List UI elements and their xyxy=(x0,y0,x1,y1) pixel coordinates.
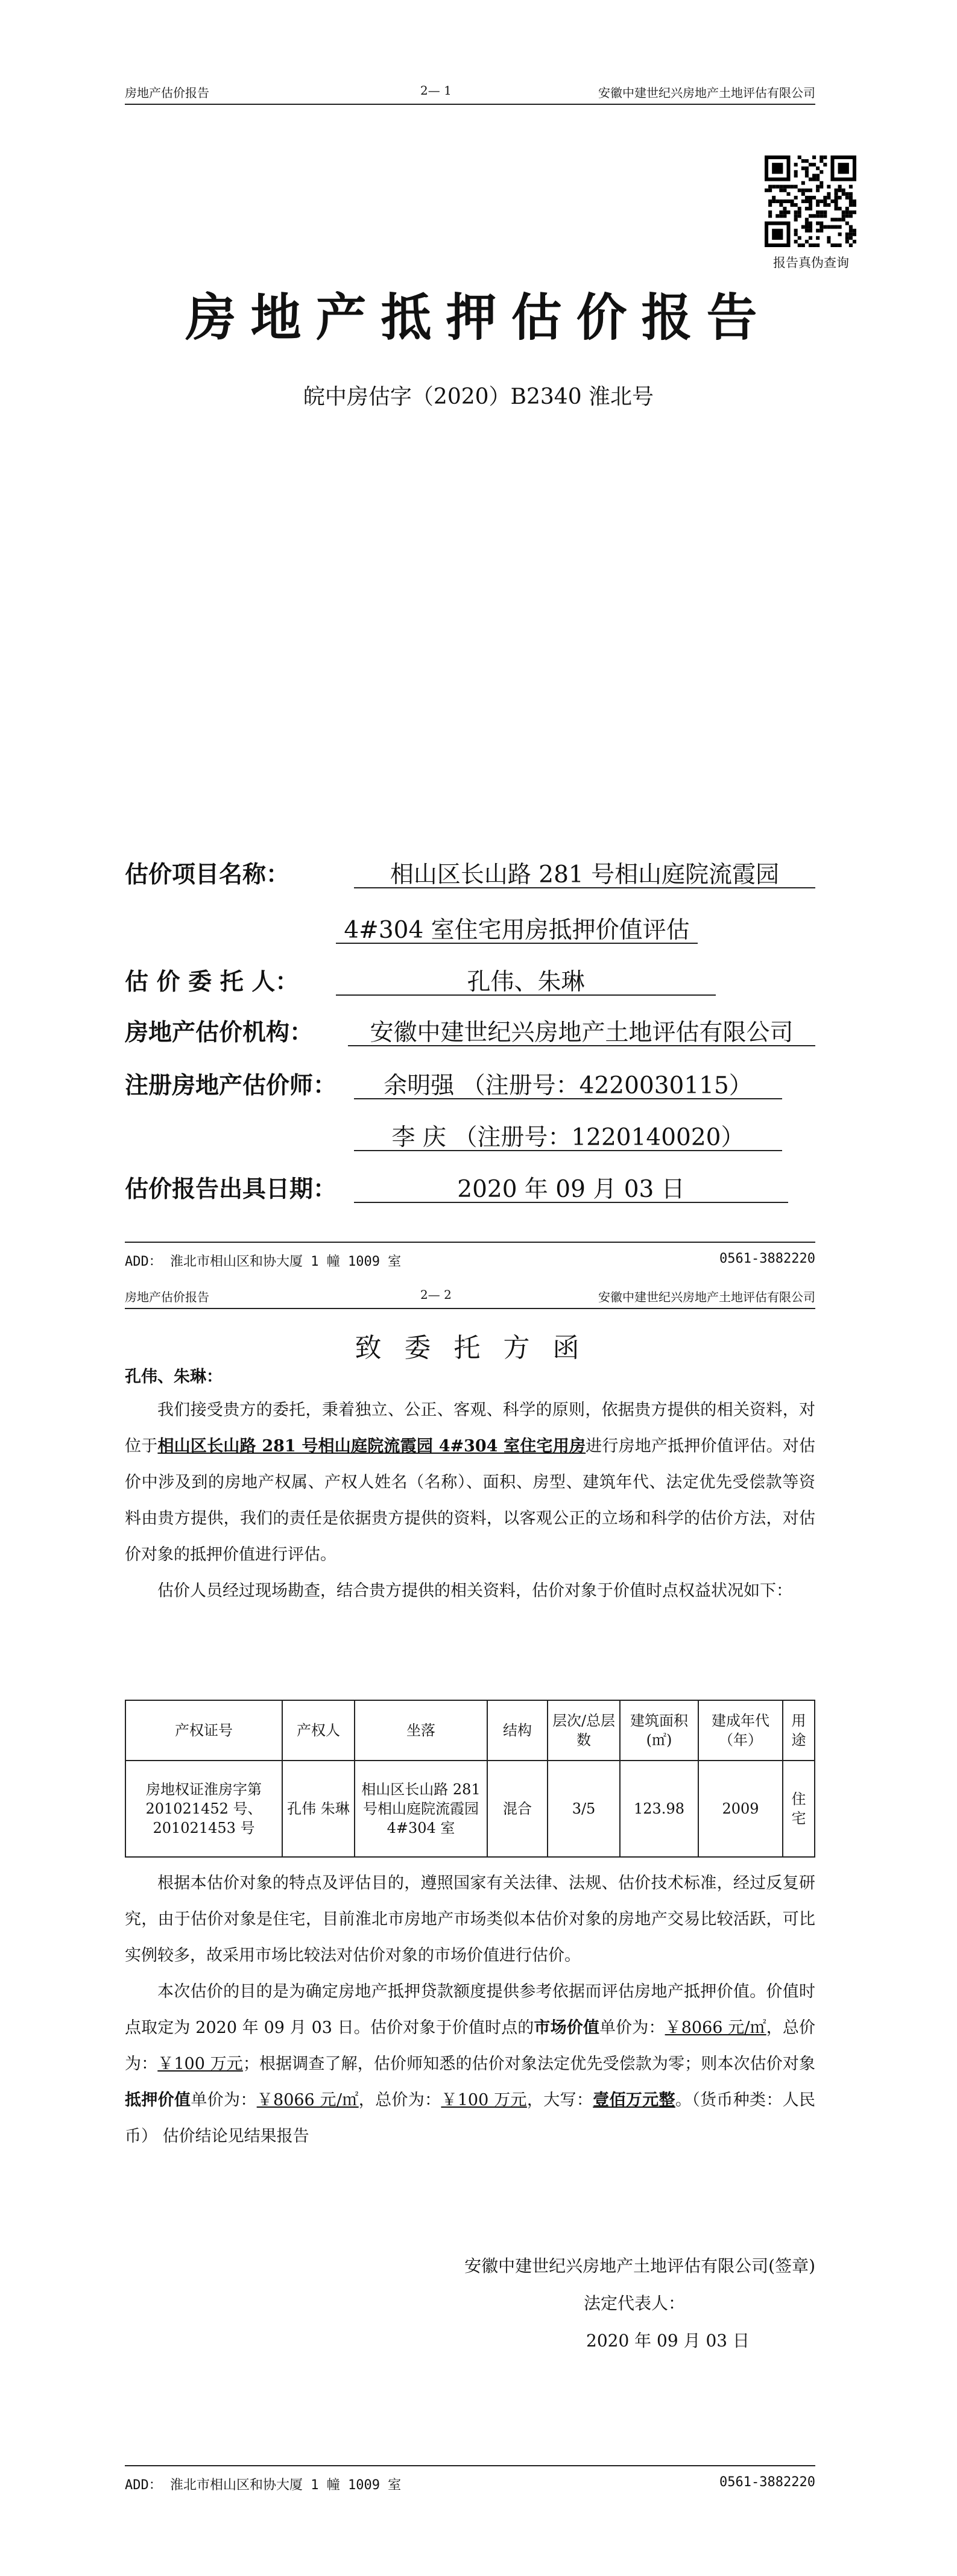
page-header xyxy=(125,1284,815,1309)
header-page-number: 2— 1 xyxy=(420,83,452,98)
issue-date-label: 估价报告出具日期： xyxy=(125,1175,337,1203)
header-left-text: 房地产估价报告 xyxy=(125,1290,209,1304)
letter-paragraph-1 xyxy=(125,1392,815,1609)
p4-unit-price-2: ￥8066 元/㎡ xyxy=(256,2091,359,2109)
p1-text-c: 进行房地产抵押价值评估。对估价中涉及到的房地产权属、产权人姓名（名称）、面积、房型、建筑年代、法定优先受偿款等资料由贵方提供，我们的责任是依据贵方提供的资料，以客观公正的立场和科学的估价方法，对估价对象的抵押价值进行评估。 xyxy=(125,1437,815,1564)
p4-text-c: ，总价为： xyxy=(125,2018,816,2073)
page-header xyxy=(125,80,815,105)
table-row xyxy=(125,1761,815,1857)
table-cell: 混合 xyxy=(487,1761,548,1857)
p4-total-price-2: ￥100 万元 xyxy=(441,2091,527,2109)
report-title: 房地产抵押估价报告 xyxy=(185,287,772,347)
footer-phone: 0561-3882220 xyxy=(719,2475,815,2490)
letter-paragraph-2: 估价人员经过现场勘查，结合贵方提供的相关资料，估价对象于价值时点权益状况如下： xyxy=(157,1582,792,1600)
signature-company: 安徽中建世纪兴房地产土地评估有限公司(签章) xyxy=(464,2256,815,2276)
p4-text-h: 。（货币种类：人民币） 估价结论见结果报告 xyxy=(125,2091,816,2146)
salutation: 孔伟、朱琳： xyxy=(125,1368,223,1386)
property-rights-table xyxy=(125,1700,815,1858)
table-header-cell: 用途 xyxy=(783,1700,815,1761)
p3-text: 根据本估价对象的特点及评估目的，遵照国家有关法律、法规、估价技术标准，经过反复研究，由于估价对象是住宅，目前淮北市房地产市场类似本估价对象的房地产交易比较活跃，可比实例较多，故采用市场比较法对估价对象的市场价值进行估价。 xyxy=(125,1874,815,1965)
p4-text-a: 本次估价的目的是为确定房地产抵押贷款额度提供参考依据而评估房地产抵押价值。价值时点取定为 2020 年 09 月 03 日。估价对象于价值时点的 xyxy=(125,1982,815,2037)
signature-legal-rep: 法定代表人： xyxy=(584,2293,686,2313)
footer-address: ADD： 淮北市相山区和协大厦 1 幢 1009 室 xyxy=(125,1254,402,1269)
table-cell: 房地权证淮房字第 201021452 号、201021453 号 xyxy=(125,1761,282,1857)
table-header-cell: 结构 xyxy=(487,1700,548,1761)
client-label: 估 价 委 托 人： xyxy=(125,968,299,996)
document-number: 皖中房估字（2020）B2340 淮北号 xyxy=(303,385,654,409)
table-cell: 相山区长山路 281 号相山庭院流霞园 4#304 室 xyxy=(355,1761,487,1857)
p4-amount-in-words: 壹佰万元整 xyxy=(593,2091,675,2109)
letter-paragraph-4 xyxy=(125,1974,815,2155)
p4-unit-price-1: ￥8066 元/㎡ xyxy=(665,2018,766,2037)
page-footer xyxy=(125,1242,815,1271)
table-cell: 孔伟 朱琳 xyxy=(282,1761,355,1857)
project-name-label: 估价项目名称： xyxy=(125,861,290,888)
p1-property-address: 相山区长山路 281 号相山庭院流霞园 4#304 室住宅用房 xyxy=(157,1437,586,1456)
qr-caption: 报告真伪查询 xyxy=(773,256,849,270)
table-header-cell: 层次/总层数 xyxy=(548,1700,620,1761)
footer-address: ADD： 淮北市相山区和协大厦 1 幢 1009 室 xyxy=(125,2478,402,2493)
table-cell: 123.98 xyxy=(620,1761,698,1857)
table-header-cell: 建筑面积(㎡) xyxy=(620,1700,698,1761)
header-company-name: 安徽中建世纪兴房地产土地评估有限公司 xyxy=(598,1290,815,1304)
table-cell: 2009 xyxy=(698,1761,783,1857)
page-footer xyxy=(125,2465,815,2494)
table-header-cell: 坐落 xyxy=(355,1700,487,1761)
header-left-text: 房地产估价报告 xyxy=(125,86,209,100)
letter-paragraph-3 xyxy=(125,1865,815,2155)
appraiser-2: 李 庆 （注册号：1220140020） xyxy=(354,1119,782,1151)
header-page-number: 2— 2 xyxy=(420,1287,452,1302)
client-value: 孔伟、朱琳 xyxy=(336,963,716,996)
issue-date-value: 2020 年 09 月 03 日 xyxy=(354,1170,788,1203)
p4-total-price-1: ￥100 万元 xyxy=(157,2055,243,2073)
signature-date: 2020 年 09 月 03 日 xyxy=(586,2331,750,2351)
table-cell: 住宅 xyxy=(783,1761,815,1857)
report-cover-page xyxy=(0,0,957,1284)
p4-text-f: ，总价为： xyxy=(358,2091,441,2109)
footer-phone: 0561-3882220 xyxy=(719,1251,815,1266)
appraiser-label: 注册房地产估价师： xyxy=(125,1072,337,1099)
p4-text-g: ，大写： xyxy=(526,2091,593,2109)
project-name-value-line2: 4#304 室住宅用房抵押价值评估 xyxy=(336,911,698,944)
table-header-cell: 建成年代（年） xyxy=(698,1700,783,1761)
p1-text-a: 我们接受贵方的委托，秉着独立、公正、客观、科学的原则，依据贵方提供的相关资料，对位于 xyxy=(125,1401,815,1456)
p4-mortgage-value-label: 抵押价值 xyxy=(125,2091,191,2109)
table-header-row xyxy=(125,1700,815,1761)
table-cell: 3/5 xyxy=(548,1761,620,1857)
p4-text-d: ；根据调查了解，估价师知悉的估价对象法定优先受偿款为零；则本次估价对象 xyxy=(242,2055,816,2073)
p4-text-b: 单价为： xyxy=(599,2018,665,2037)
p4-market-value-label: 市场价值 xyxy=(534,2018,600,2037)
appraiser-1: 余明强 （注册号：4220030115） xyxy=(354,1067,782,1099)
table-header-cell: 产权人 xyxy=(282,1700,355,1761)
header-company-name: 安徽中建世纪兴房地产土地评估有限公司 xyxy=(598,86,815,100)
p4-text-e: 单价为： xyxy=(191,2091,257,2109)
project-name-value-line1: 相山区长山路 281 号相山庭院流霞园 xyxy=(354,856,815,888)
table-header-cell: 产权证号 xyxy=(125,1700,282,1761)
letter-title: 致委托方函 xyxy=(355,1333,602,1363)
verification-qr-code[interactable] xyxy=(765,156,856,247)
agency-value: 安徽中建世纪兴房地产土地评估有限公司 xyxy=(348,1014,815,1046)
agency-label: 房地产估价机构： xyxy=(125,1019,314,1046)
